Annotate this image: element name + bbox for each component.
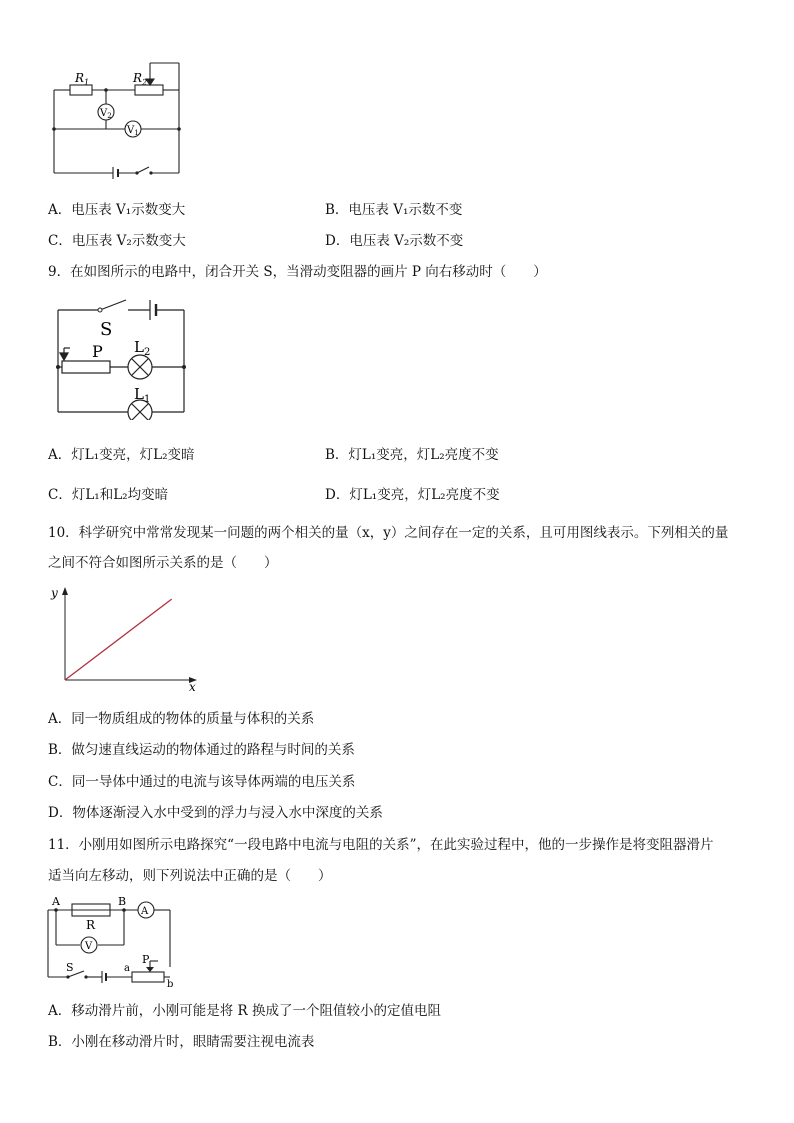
label-s: S: [66, 961, 74, 974]
q8-option-b[interactable]: B．电压表 V₁示数不变: [325, 202, 463, 218]
rheostat-r2: [135, 85, 163, 95]
q9-circuit-figure: [50, 290, 195, 420]
chart-y-arrow: [62, 587, 68, 595]
q10-option-b[interactable]: B．做匀速直线运动的物体通过的路程与时间的关系: [48, 742, 355, 758]
label-point-b: B: [118, 895, 127, 908]
q10-option-d[interactable]: D．物体逐渐浸入水中受到的浮力与浸入水中深度的关系: [48, 805, 383, 821]
q11-option-a[interactable]: A．移动滑片前，小刚可能是将 R 换成了一个阻值较小的定值电阻: [48, 1003, 441, 1019]
q10-stem-line2: 之间不符合如图所示关系的是（ ）: [48, 555, 278, 571]
q10-chart: [45, 585, 205, 695]
q9-option-a[interactable]: A．灯L₁变亮，灯L₂变暗: [48, 447, 195, 463]
label-point-a: A: [52, 895, 60, 908]
q8-option-d[interactable]: D．电压表 V₂示数不变: [325, 233, 464, 249]
q10-option-a[interactable]: A．同一物质组成的物体的质量与体积的关系: [48, 711, 315, 727]
q8-circuit-figure: [45, 55, 190, 185]
q9-option-d[interactable]: D．灯L₁变亮，灯L₂亮度不变: [325, 487, 500, 503]
q11-option-b[interactable]: B．小刚在移动滑片时，眼睛需要注视电流表: [48, 1034, 315, 1050]
label-l2: $L_2$: [134, 338, 151, 358]
q10-option-c[interactable]: C．同一导体中通过的电流与该导体两端的电压关系: [48, 774, 356, 790]
chart-ylabel: y: [51, 586, 58, 600]
chart-series-line-0: [65, 599, 172, 680]
q9-option-c[interactable]: C．灯L₁和L₂均变暗: [48, 487, 169, 503]
rheostat-p: [62, 361, 110, 373]
q11-stem-line1: 11．小刚用如图所示电路探究“一段电路中电流与电阻的关系”，在此实验过程中，他的一步操作是将变阻器滑片: [48, 837, 714, 853]
q9-stem: 9．在如图所示的电路中，闭合开关 S，当滑动变阻器的画片 P 向右移动时（ ）: [48, 264, 547, 280]
rheostat: [132, 972, 164, 982]
label-voltmeter: V: [85, 941, 93, 952]
label-ammeter: A: [141, 906, 149, 917]
label-end-b: b: [167, 979, 174, 988]
q11-circuit-figure: [40, 893, 190, 988]
label-p: P: [142, 953, 150, 966]
label-v1: $V_1$: [127, 125, 139, 137]
chart-xlabel: x: [189, 680, 196, 694]
label-end-a: a: [124, 963, 130, 974]
q8-option-c[interactable]: C．电压表 V₂示数变大: [48, 233, 186, 249]
label-r1: $R_1$: [75, 71, 90, 87]
label-l1: $L_1$: [134, 385, 151, 405]
label-s: S: [100, 319, 113, 340]
q9-option-b[interactable]: B．灯L₁变亮，灯L₂亮度不变: [325, 447, 499, 463]
q11-stem-line2: 适当向左移动，则下列说法中正确的是（ ）: [48, 868, 332, 884]
label-v2: $V_2$: [100, 108, 112, 120]
q8-option-a[interactable]: A．电压表 V₁示数变大: [48, 202, 186, 218]
q10-stem-line1: 10．科学研究中常常发现某一问题的两个相关的量（x，y）之间存在一定的关系，且可用图线表示。下列相关的量: [48, 525, 729, 541]
label-r2: $R_2$: [133, 71, 148, 87]
label-p: P: [92, 342, 103, 361]
label-r: R: [86, 918, 96, 932]
